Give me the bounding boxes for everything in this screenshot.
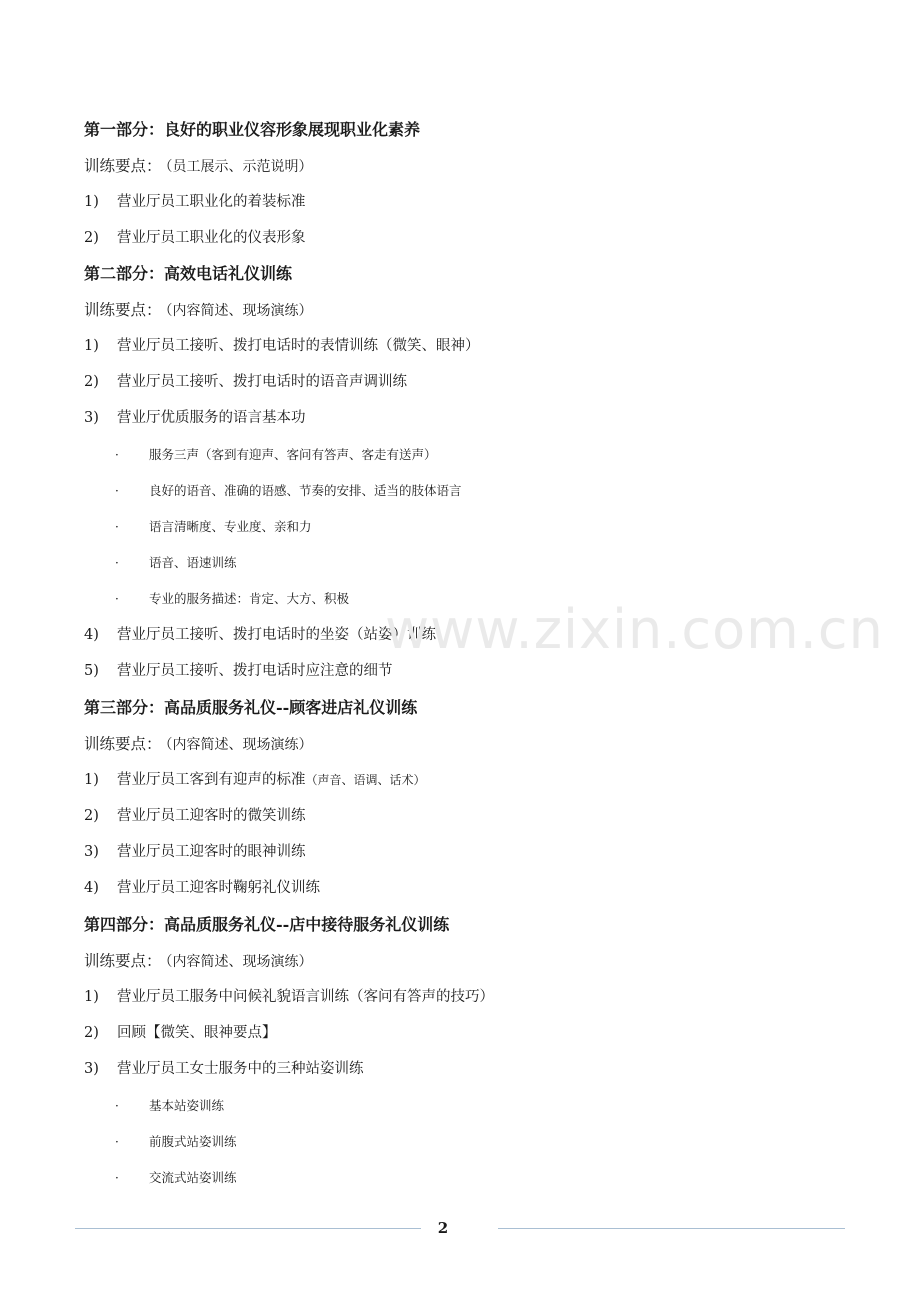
bullet-item: [115, 1132, 920, 1152]
item-number: 1): [84, 194, 99, 210]
section-2-keypoints: [84, 298, 920, 323]
item-text: 营业厅员工客到有迎声的标准: [117, 772, 306, 788]
footer-divider-right: [498, 1228, 845, 1229]
item-number: 3): [84, 1061, 99, 1077]
list-item: [84, 1022, 920, 1044]
footer-divider-left: [75, 1228, 421, 1229]
item-number: 4): [84, 627, 99, 643]
bullet-text: 前腹式站姿训练: [149, 1134, 237, 1149]
bullet-item: [115, 1168, 920, 1188]
keypoint-label: 训练要点：: [84, 157, 162, 175]
bullet-icon: ·: [115, 484, 119, 498]
item-number: 2): [84, 374, 99, 390]
list-item: [84, 877, 920, 899]
list-item: [84, 335, 920, 357]
section-3-heading: 第三部分：高品质服务礼仪--顾客进店礼仪训练: [84, 698, 418, 717]
item-note: （声音、语调、话术）: [305, 773, 426, 787]
item-text: 营业厅员工接听、拨打电话时的表情训练（微笑、眼神）: [117, 338, 480, 354]
section-4-heading: 第四部分：高品质服务礼仪--店中接待服务礼仪训练: [84, 915, 450, 934]
list-item: [84, 1058, 920, 1080]
item-text: 营业厅员工接听、拨打电话时的语音声调训练: [117, 374, 407, 390]
bullet-text: 基本站姿训练: [149, 1098, 225, 1113]
section-4-keypoints: [84, 949, 920, 974]
list-item: [84, 660, 920, 682]
item-text: 营业厅员工迎客时的微笑训练: [117, 808, 306, 824]
item-text: 营业厅员工职业化的着装标准: [117, 194, 306, 210]
bullet-icon: ·: [115, 592, 119, 606]
bullet-item: [115, 517, 920, 537]
bullet-text: 专业的服务描述：肯定、大方、积极: [149, 591, 350, 606]
bullet-icon: ·: [115, 1099, 119, 1113]
section-3-keypoints: [84, 732, 920, 757]
keypoint-label: 训练要点：: [84, 952, 162, 970]
bullet-icon: ·: [115, 1135, 119, 1149]
list-item: [84, 227, 920, 249]
item-text: 营业厅员工接听、拨打电话时的坐姿（站姿）训练: [117, 627, 436, 643]
watermark-text: www.zixin.com.cn: [385, 598, 884, 661]
section-1-keypoints: [84, 154, 920, 179]
bullet-icon: ·: [115, 520, 119, 534]
keypoint-label: 训练要点：: [84, 735, 162, 753]
section-1-heading: 第一部分：良好的职业仪容形象展现职业化素养: [84, 120, 421, 139]
section-2-heading: 第二部分：高效电话礼仪训练: [84, 264, 293, 283]
item-number: 1): [84, 338, 99, 354]
bullet-icon: ·: [115, 1171, 119, 1185]
keypoint-label: 训练要点：: [84, 301, 162, 319]
item-number: 1): [84, 989, 99, 1005]
item-number: 3): [84, 410, 99, 426]
list-item: [84, 986, 920, 1008]
list-item: [84, 841, 920, 863]
item-number: 2): [84, 1025, 99, 1041]
keypoint-note: （内容简述、现场演练）: [165, 954, 313, 970]
item-text: 营业厅员工接听、拨打电话时应注意的细节: [117, 663, 393, 679]
item-number: 5): [84, 663, 99, 679]
bullet-icon: ·: [115, 556, 119, 570]
list-item: [84, 407, 920, 429]
list-item: [84, 624, 920, 646]
page-number: 2: [437, 1219, 449, 1237]
bullet-item: [115, 589, 920, 609]
keypoint-note: （员工展示、示范说明）: [165, 159, 313, 175]
item-text: 营业厅员工迎客时鞠躬礼仪训练: [117, 880, 320, 896]
item-text: 营业厅员工职业化的仪表形象: [117, 230, 306, 246]
item-number: 3): [84, 844, 99, 860]
item-text: 营业厅员工迎客时的眼神训练: [117, 844, 306, 860]
bullet-item: [115, 445, 920, 465]
item-number: 2): [84, 808, 99, 824]
bullet-item: [115, 481, 920, 501]
item-text: 营业厅优质服务的语言基本功: [117, 410, 306, 426]
item-text: 回顾【微笑、眼神要点】: [117, 1025, 277, 1041]
bullet-text: 交流式站姿训练: [149, 1170, 237, 1185]
bullet-text: 语音、语速训练: [149, 555, 237, 570]
item-number: 1): [84, 772, 99, 788]
keypoint-note: （内容简述、现场演练）: [165, 303, 313, 319]
bullet-icon: ·: [115, 448, 119, 462]
list-item: [84, 769, 920, 791]
bullet-text: 良好的语音、准确的语感、节奏的安排、适当的肢体语言: [149, 483, 462, 498]
bullet-item: [115, 553, 920, 573]
list-item: [84, 371, 920, 393]
item-number: 2): [84, 230, 99, 246]
list-item: [84, 191, 920, 213]
item-number: 4): [84, 880, 99, 896]
bullet-text: 语言清晰度、专业度、亲和力: [149, 519, 312, 534]
bullet-item: [115, 1096, 920, 1116]
keypoint-note: （内容简述、现场演练）: [165, 737, 313, 753]
item-text: 营业厅员工女士服务中的三种站姿训练: [117, 1061, 364, 1077]
item-text: 营业厅员工服务中问候礼貌语言训练（客问有答声的技巧）: [117, 989, 494, 1005]
list-item: [84, 805, 920, 827]
bullet-text: 服务三声（客到有迎声、客问有答声、客走有送声）: [149, 447, 437, 462]
